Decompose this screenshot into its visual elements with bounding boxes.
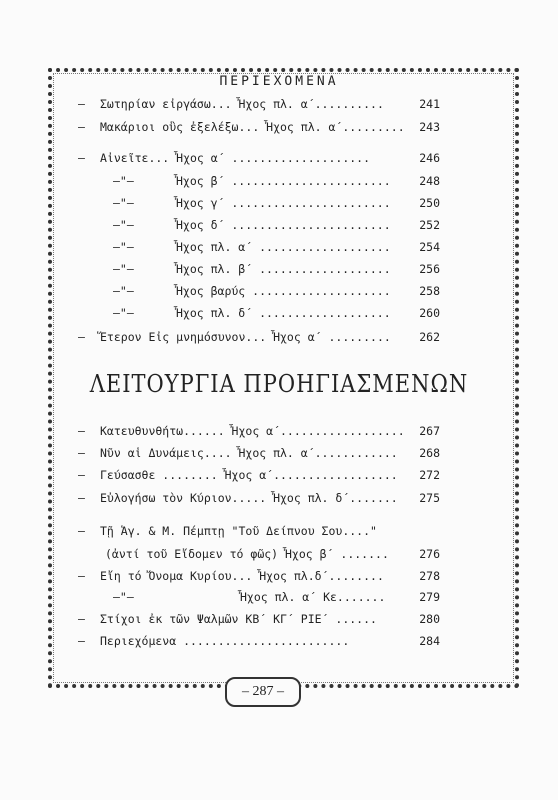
entry-dash: – — [78, 446, 85, 460]
entry-text: Αἰνεῖτε... Ἦχος α΄ .................... — [100, 151, 371, 165]
toc-entry — [0, 196, 558, 214]
toc-entry — [0, 151, 558, 169]
entry-dash: – — [78, 151, 85, 165]
section-title: ΛΕΙΤΟΥΡΓΙΑ ΠΡΟΗΓΙΑΣΜΕΝΩΝ — [89, 370, 469, 398]
entry-page: 258 — [419, 284, 440, 298]
entry-page: 243 — [419, 120, 440, 134]
toc-entry — [0, 491, 558, 509]
entry-ditto: –"– — [113, 306, 134, 320]
toc-entry — [0, 446, 558, 464]
entry-page: 267 — [419, 424, 440, 438]
toc-entry — [0, 424, 558, 442]
entry-tone: Ἦχος δ΄ ....................... — [176, 218, 391, 232]
page-number: – 287 – — [225, 677, 301, 707]
toc-entry — [0, 468, 558, 486]
entry-text: Γεύσασθε ........ Ἦχος α΄.................. — [100, 468, 398, 482]
toc-entry — [0, 174, 558, 192]
toc-entry — [0, 97, 558, 115]
entry-text: Εἴη τό Ὄνομα Κυρίου... Ἦχος πλ.δ΄........ — [100, 569, 384, 583]
entry-tone: Ἦχος βαρύς .................... — [176, 284, 391, 298]
toc-entry — [0, 569, 558, 587]
entry-ditto: –"– — [113, 196, 134, 210]
entry-page: 250 — [419, 196, 440, 210]
entry-ditto: –"– — [113, 262, 134, 276]
entry-page: 279 — [419, 590, 440, 604]
entry-text: Ἕτερον Εἰς μνημόσυνον... Ἦχος α΄ ......... — [100, 330, 391, 344]
entry-tone: Ἦχος πλ. δ΄ ................... — [176, 306, 391, 320]
entry-ditto: –"– — [113, 174, 134, 188]
entry-tone: Ἦχος πλ. α΄ Κε....... — [240, 590, 386, 604]
toc-entry — [0, 240, 558, 258]
entry-text: (ἀντί τοῦ Εἴδομεν τό φῶς) Ἦχος β΄ ....... — [105, 547, 389, 561]
entry-dash: – — [78, 97, 85, 111]
entry-text: Νῦν αἱ Δυνάμεις.... Ἦχος πλ. α΄............ — [100, 446, 398, 460]
entry-ditto: –"– — [113, 590, 134, 604]
entry-dash: – — [78, 330, 85, 344]
entry-dash: – — [78, 612, 85, 626]
entry-text: Στίχοι ἐκ τῶν Ψαλμῶν ΚΒ΄ ΚΓ΄ ΡΙΕ΄ ...... — [100, 612, 377, 626]
entry-page: 254 — [419, 240, 440, 254]
entry-page: 248 — [419, 174, 440, 188]
entry-page: 280 — [419, 612, 440, 626]
entry-page: 268 — [419, 446, 440, 460]
entry-page: 246 — [419, 151, 440, 165]
entry-tone: Ἦχος πλ. β΄ ................... — [176, 262, 391, 276]
entry-dash: – — [78, 120, 85, 134]
entry-page: 278 — [419, 569, 440, 583]
entry-page: 241 — [419, 97, 440, 111]
entry-text: Περιεχόμενα ........................ — [100, 634, 350, 648]
toc-entry — [0, 330, 558, 348]
entry-tone: Ἦχος β΄ ....................... — [176, 174, 391, 188]
entry-dash: – — [78, 468, 85, 482]
entry-ditto: –"– — [113, 218, 134, 232]
entry-ditto: –"– — [113, 240, 134, 254]
entry-text: Εὐλογήσω τὸν Κύριον..... Ἦχος πλ. δ΄....... — [100, 491, 398, 505]
entry-page: 272 — [419, 468, 440, 482]
entry-dash: – — [78, 524, 85, 538]
entry-dash: – — [78, 569, 85, 583]
toc-entry — [0, 262, 558, 280]
entry-ditto: –"– — [113, 284, 134, 298]
entry-dash: – — [78, 424, 85, 438]
entry-page: 284 — [419, 634, 440, 648]
page-header: ΠΕΡΙΕΧΟΜΕΝΑ — [219, 74, 339, 89]
toc-entry — [0, 634, 558, 652]
toc-entry — [0, 612, 558, 630]
entry-dash: – — [78, 491, 85, 505]
toc-entry — [0, 547, 558, 565]
toc-entry — [0, 590, 558, 608]
toc-entry — [0, 120, 558, 138]
entry-page: 276 — [419, 547, 440, 561]
toc-entry — [0, 284, 558, 302]
entry-page: 260 — [419, 306, 440, 320]
entry-text: Τῇ Ἁγ. & Μ. Πέμπτῃ "Τοῦ Δείπνου Σου...." — [100, 524, 377, 538]
entry-tone: Ἦχος γ΄ ....................... — [176, 196, 391, 210]
entry-dash: – — [78, 634, 85, 648]
toc-entry — [0, 524, 558, 542]
entry-tone: Ἦχος πλ. α΄ ................... — [176, 240, 391, 254]
entry-text: Σωτηρίαν εἰργάσω... Ἦχος πλ. α΄.......... — [100, 97, 384, 111]
entry-page: 252 — [419, 218, 440, 232]
toc-entry — [0, 306, 558, 324]
entry-page: 256 — [419, 262, 440, 276]
entry-page: 275 — [419, 491, 440, 505]
entry-text: Μακάριοι οὓς ἐξελέξω... Ἦχος πλ. α΄......... — [100, 120, 405, 134]
entry-text: Κατευθυνθήτω...... Ἦχος α΄.................. — [100, 424, 405, 438]
toc-entry — [0, 218, 558, 236]
entry-page: 262 — [419, 330, 440, 344]
